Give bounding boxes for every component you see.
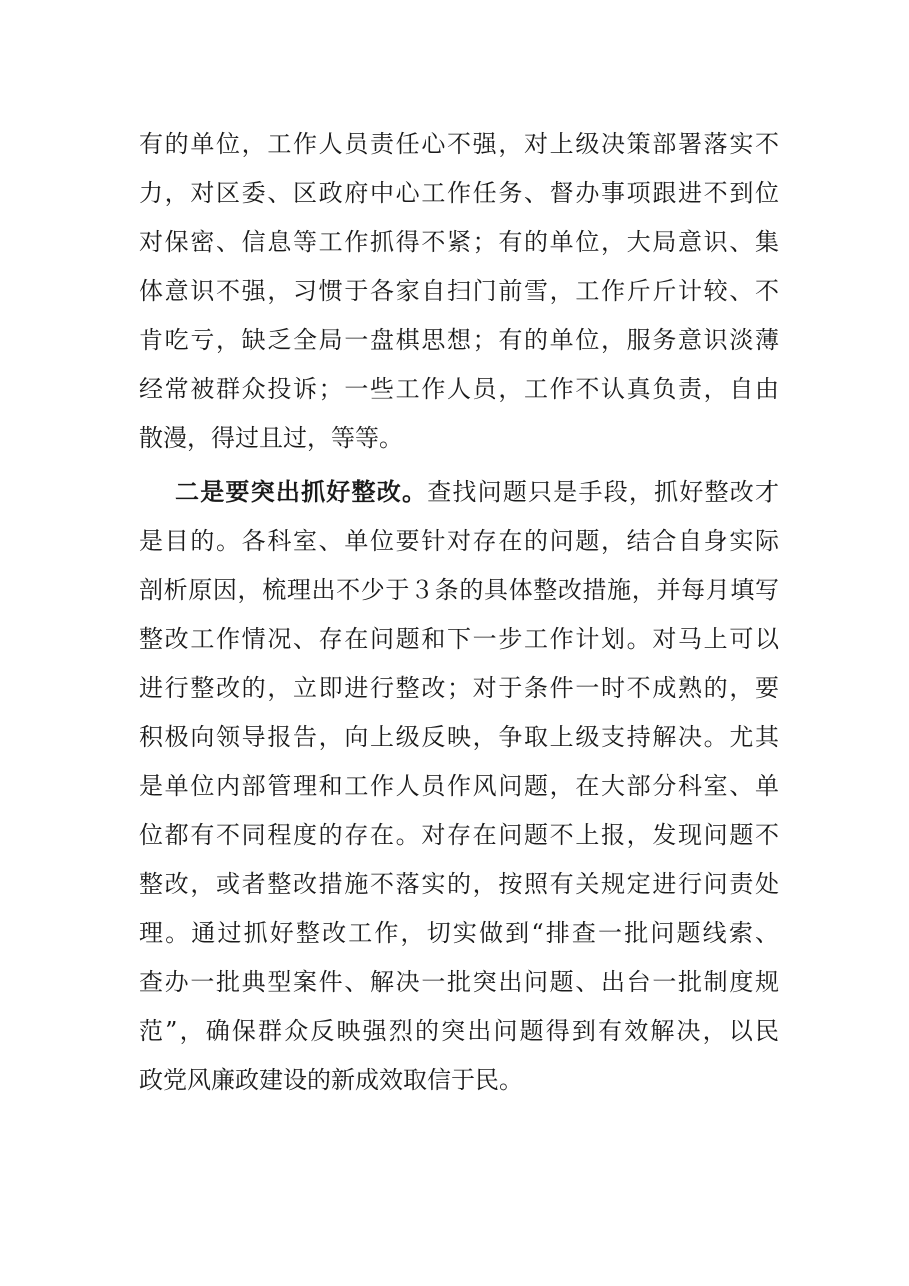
paragraph-2-line-6: 积极向领导报告，向上级反映，争取上级支持解决。尤其 (139, 723, 779, 751)
paragraph-1-line-1: 有的单位，工作人员责任心不强，对上级决策部署落实不 (139, 130, 779, 158)
paragraph-2-line-11: 查办一批典型案件、解决一批突出问题、出台一批制度规 (139, 968, 779, 996)
paragraph-2-line-1-text: 查找问题只是手段，抓好整改才 (427, 478, 780, 506)
paragraph-2-line-5: 进行整改的，立即进行整改；对于条件一时不成熟的，要 (139, 674, 779, 702)
section-heading: 二是要突出抓好整改。 (175, 477, 428, 506)
paragraph-2-line-3: 剖析原因，梳理出不少于３条的具体整改措施，并每月填写 (139, 576, 779, 604)
paragraph-2-line-13: 政党风廉政建设的新成效取信于民。 (139, 1066, 523, 1094)
paragraph-1-line-3: 对保密、信息等工作抓得不紧；有的单位，大局意识、集 (139, 228, 779, 256)
paragraph-2-line-10: 理。通过抓好整改工作，切实做到“排查一批问题线索、 (139, 919, 779, 947)
paragraph-2-line-9: 整改，或者整改措施不落实的，按照有关规定进行问责处 (139, 870, 779, 898)
paragraph-1-line-6: 经常被群众投诉；一些工作人员，工作不认真负责，自由 (139, 375, 779, 403)
paragraph-1-line-5: 肯吃亏，缺乏全局一盘棋思想；有的单位，服务意识淡薄 (139, 326, 779, 354)
paragraph-2-line-2: 是目的。各科室、单位要针对存在的问题，结合自身实际 (139, 527, 779, 555)
paragraph-1-line-7: 散漫，得过且过，等等。 (139, 424, 403, 452)
paragraph-1-line-2: 力，对区委、区政府中心工作任务、督办事项跟进不到位 (139, 179, 779, 207)
paragraph-1-line-4: 体意识不强，习惯于各家自扫门前雪，工作斤斤计较、不 (139, 277, 779, 305)
paragraph-2-line-1 (175, 472, 779, 512)
paragraph-2-line-12: 范”，确保群众反映强烈的突出问题得到有效解决，以民 (139, 1017, 779, 1045)
paragraph-2-line-8: 位都有不同程度的存在。对存在问题不上报，发现问题不 (139, 821, 779, 849)
paragraph-2-line-7: 是单位内部管理和工作人员作风问题，在大部分科室、单 (139, 772, 779, 800)
paragraph-2-line-4: 整改工作情况、存在问题和下一步工作计划。对马上可以 (139, 625, 779, 653)
